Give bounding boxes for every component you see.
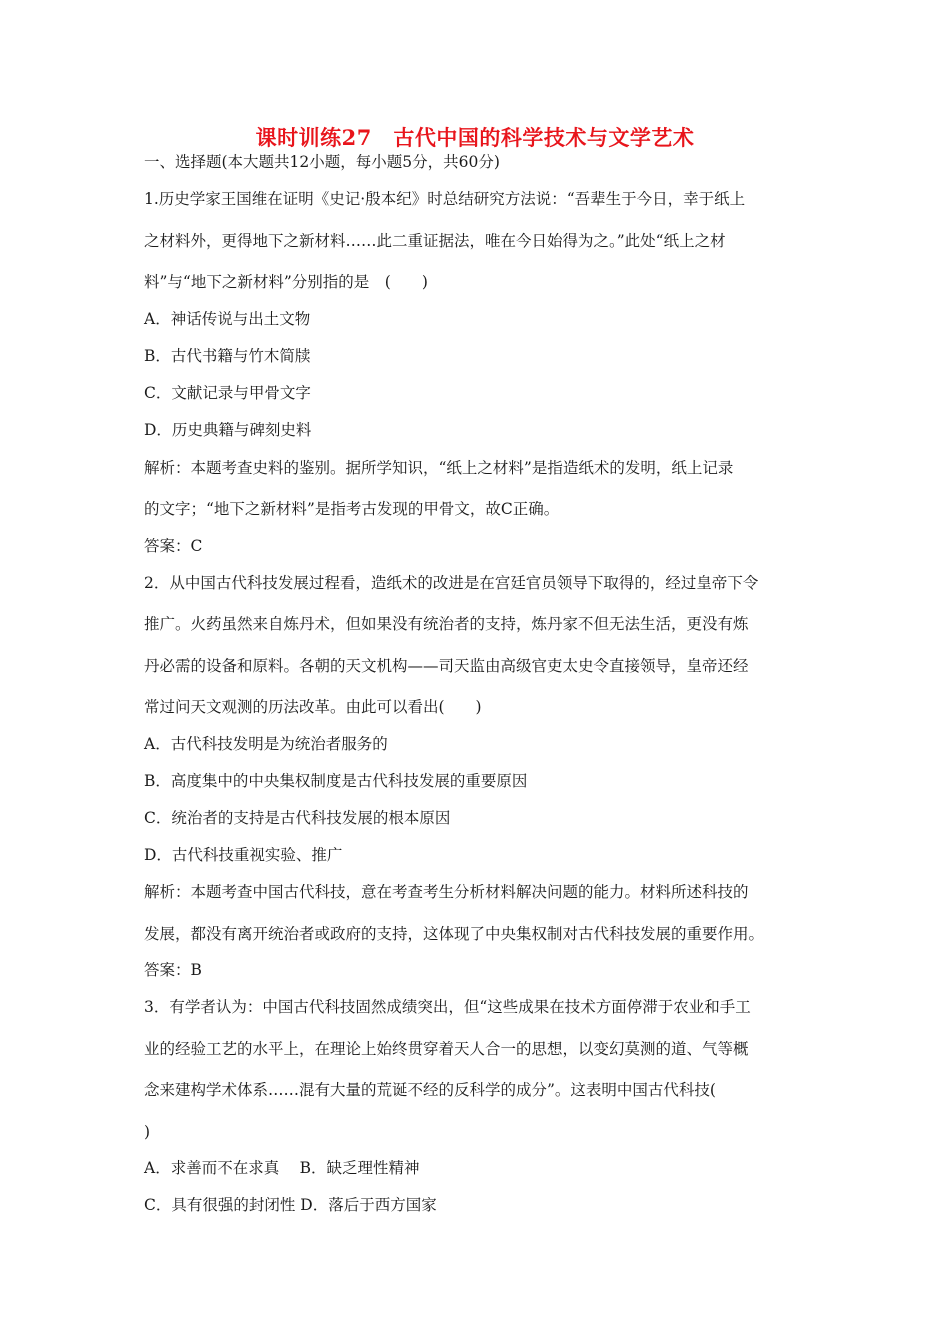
answer-line: 答案：C: [144, 537, 203, 555]
option-c: C．文献记录与甲骨文字: [144, 384, 311, 402]
option-d: D．历史典籍与碑刻史料: [144, 421, 312, 439]
section-header: 一、选择题(本大题共12小题，每小题5分，共60分): [144, 153, 500, 171]
text-line: 3．有学者认为：中国古代科技固然成绩突出，但“这些成果在技术方面停滞于农业和手工: [144, 998, 751, 1016]
option-c: C．统治者的支持是古代科技发展的根本原因: [144, 809, 451, 827]
answer-line: 答案：B: [144, 961, 202, 979]
option-b: B．高度集中的中央集权制度是古代科技发展的重要原因: [144, 772, 528, 790]
text-line: 业的经验工艺的水平上，在理论上始终贯穿着天人合一的思想，以变幻莫测的道、气等概: [144, 1040, 749, 1058]
text-line: 2．从中国古代科技发展过程看，造纸术的改进是在宫廷官员领导下取得的，经过皇帝下令: [144, 574, 759, 592]
text-line: 念来建构学术体系……混有大量的荒诞不经的反科学的成分”。这表明中国古代科技(: [144, 1081, 716, 1099]
analysis-line: 解析：本题考查史料的鉴别。据所学知识，“纸上之材料”是指造纸术的发明，纸上记录: [144, 459, 734, 477]
options-ab: A．求善而不在求真 B．缺乏理性精神: [144, 1159, 420, 1177]
text-line: 料”与“地下之新材料”分别指的是 ( ): [144, 273, 428, 291]
analysis-line: 发展，都没有离开统治者或政府的支持，这体现了中央集权制对古代科技发展的重要作用。: [144, 925, 765, 943]
text-line: 丹必需的设备和原料。各朝的天文机构——司天监由高级官吏太史令直接领导，皇帝还经: [144, 657, 749, 675]
text-line: 1.历史学家王国维在证明《史记·殷本纪》时总结研究方法说：“吾辈生于今日，幸于纸上: [144, 190, 746, 208]
analysis-line: 解析：本题考查中国古代科技，意在考查考生分析材料解决问题的能力。材料所述科技的: [144, 883, 749, 901]
option-a: A．神话传说与出土文物: [144, 310, 311, 328]
options-cd: C．具有很强的封闭性 D．落后于西方国家: [144, 1196, 437, 1214]
option-a: A．古代科技发明是为统治者服务的: [144, 735, 388, 753]
analysis-line: 的文字；“地下之新材料”是指考古发现的甲骨文，故C正确。: [144, 500, 560, 518]
text-line: ): [144, 1123, 151, 1141]
text-line: 常过问天文观测的历法改革。由此可以看出( ): [144, 698, 482, 716]
text-line: 推广。火药虽然来自炼丹术，但如果没有统治者的支持，炼丹家不但无法生活，更没有炼: [144, 615, 749, 633]
page-title: 课时训练27 古代中国的科学技术与文学艺术: [255, 125, 695, 150]
option-d: D．古代科技重视实验、推广: [144, 846, 343, 864]
text-line: 之材料外，更得地下之新材料……此二重证据法，唯在今日始得为之。”此处“纸上之材: [144, 232, 726, 250]
option-b: B．古代书籍与竹木简牍: [144, 347, 311, 365]
